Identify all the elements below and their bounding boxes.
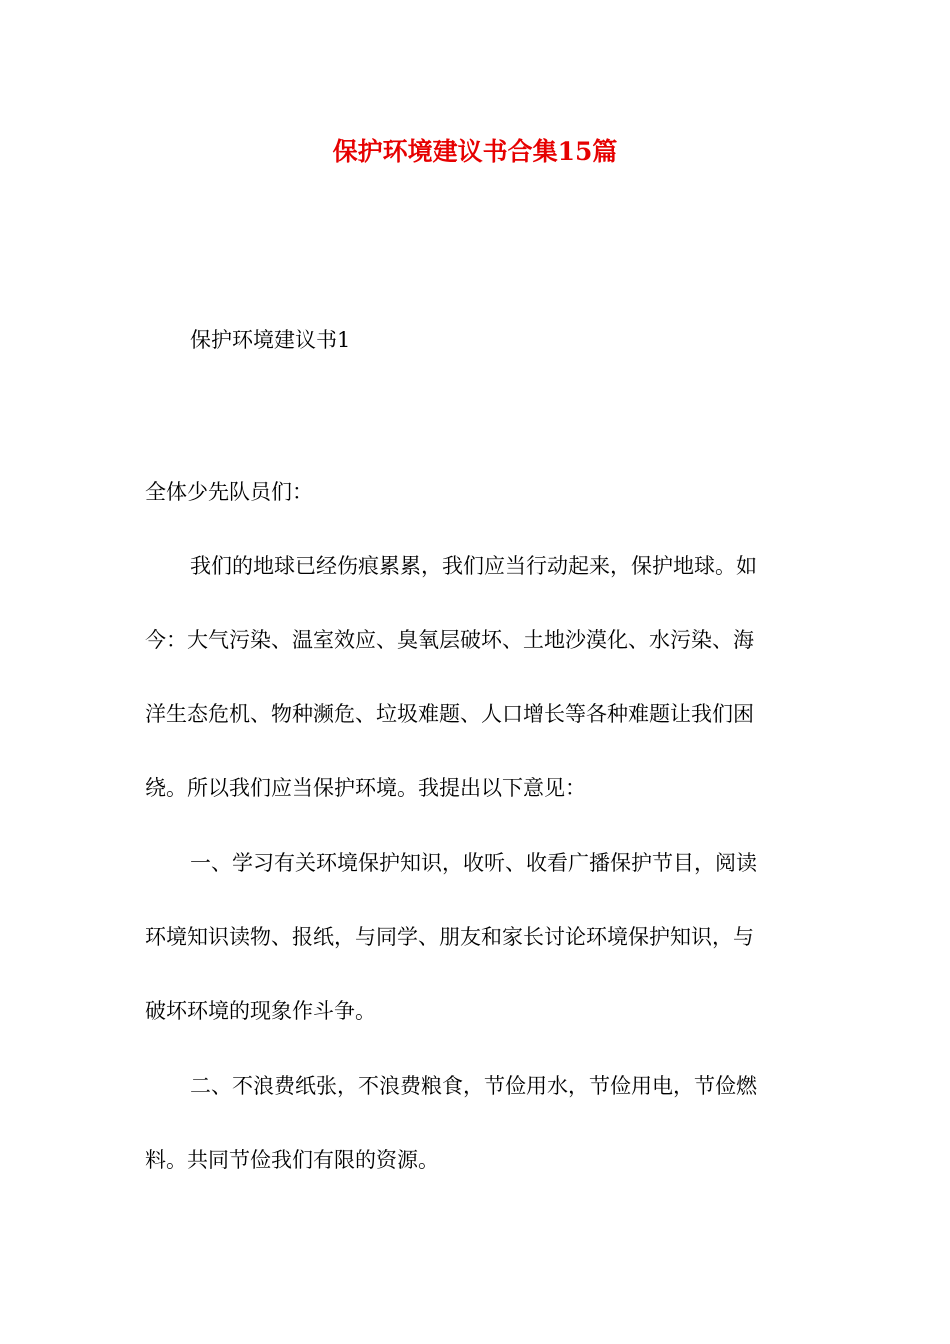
section-heading: 保护环境建议书1 — [190, 328, 351, 352]
paragraph-2-line-1: 一、学习有关环境保护知识，收听、收看广播保护节目，阅读 — [190, 851, 757, 875]
paragraph-2-line-3: 破坏环境的现象作斗争。 — [145, 999, 376, 1023]
document-title: 保护环境建议书合集15篇 — [332, 137, 618, 166]
paragraph-3-line-2: 料。共同节俭我们有限的资源。 — [145, 1148, 439, 1172]
paragraph-1-line-4: 绕。所以我们应当保护环境。我提出以下意见： — [145, 776, 586, 800]
paragraph-3-line-1: 二、不浪费纸张，不浪费粮食，节俭用水，节俭用电，节俭燃 — [190, 1074, 757, 1098]
salutation: 全体少先队员们： — [145, 480, 313, 504]
paragraph-1-line-3: 洋生态危机、物种濒危、垃圾难题、人口增长等各种难题让我们困 — [145, 702, 754, 726]
paragraph-1-line-2: 今：大气污染、温室效应、臭氧层破坏、土地沙漠化、水污染、海 — [145, 628, 754, 652]
paragraph-2-line-2: 环境知识读物、报纸，与同学、朋友和家长讨论环境保护知识，与 — [145, 925, 754, 949]
paragraph-1-line-1: 我们的地球已经伤痕累累，我们应当行动起来，保护地球。如 — [190, 554, 757, 578]
